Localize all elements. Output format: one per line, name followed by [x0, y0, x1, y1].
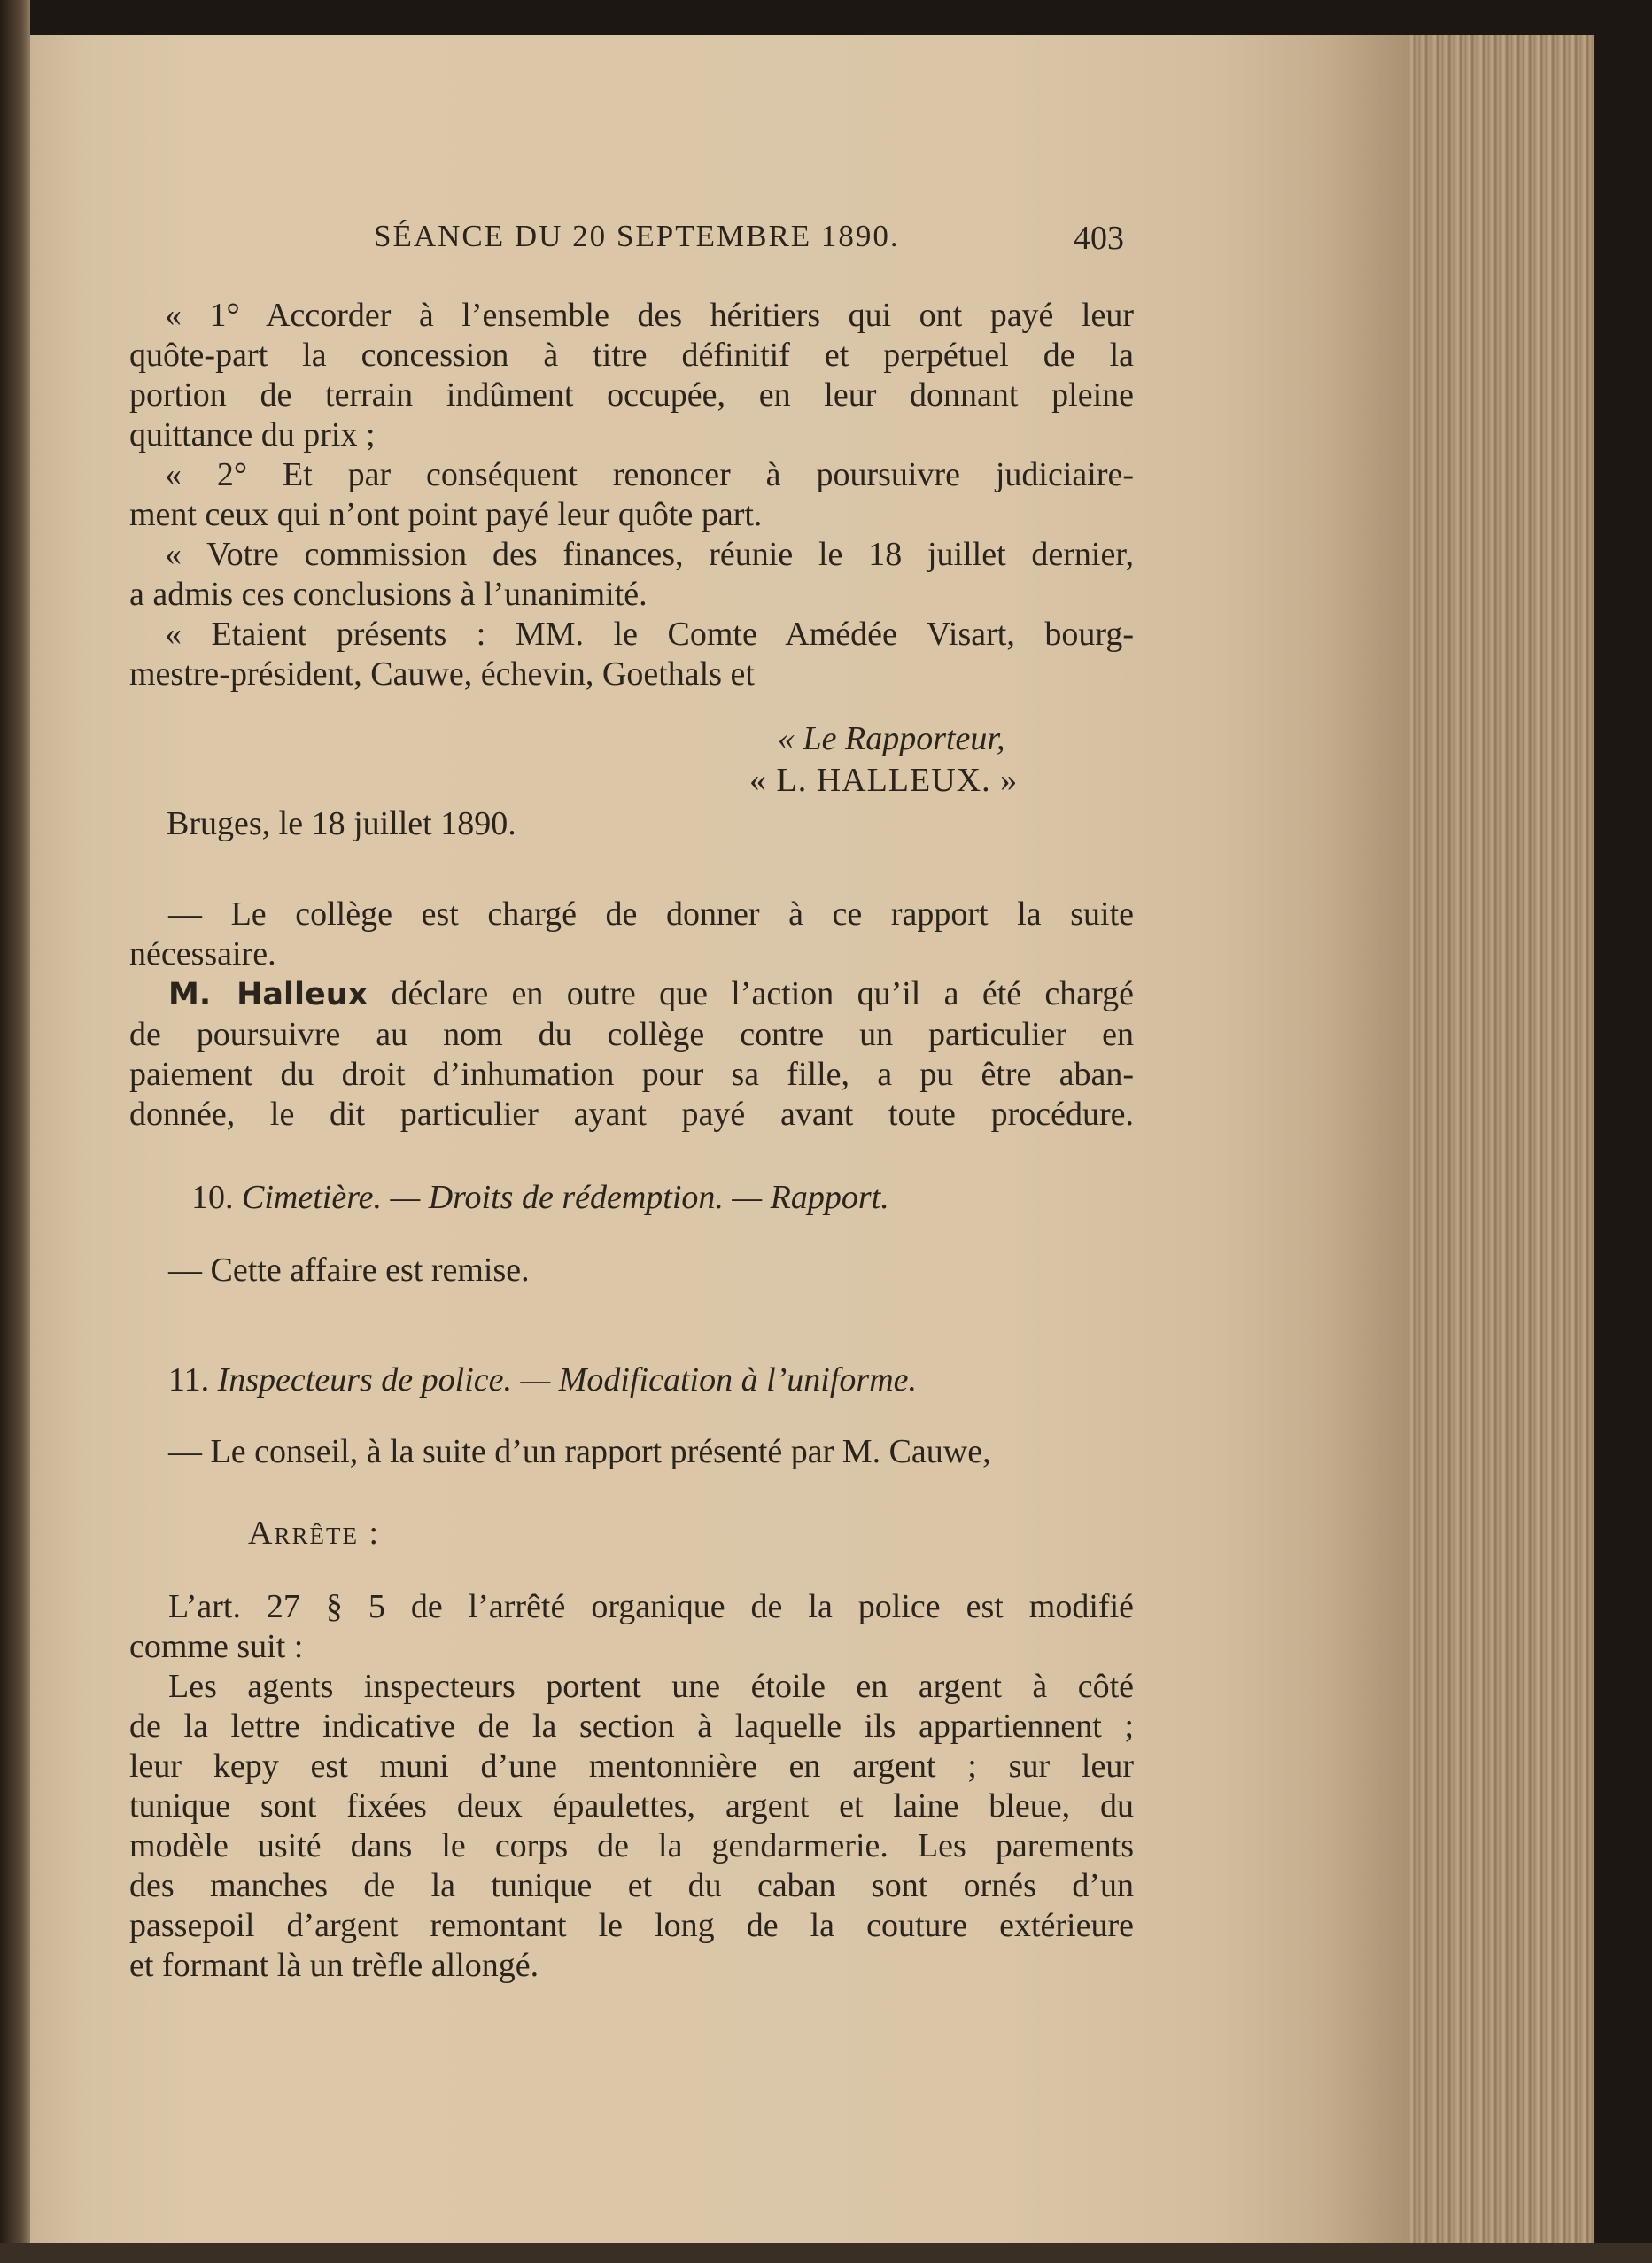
- item-number: 11.: [168, 1361, 210, 1399]
- signature-role: « Le Rapporteur,: [778, 720, 1005, 757]
- item-11-heading: [168, 1360, 1143, 1400]
- page-number: 403: [1074, 220, 1124, 257]
- text-line: et formant là un trèfle allongé.: [129, 1947, 539, 1984]
- book-cover: [0, 2243, 1652, 2263]
- text-line: quôte-part la concession à titre définitif et perpétuel de la: [129, 337, 1134, 374]
- text-line: « Etaient présents : MM. le Comte Amédée Visart, bourg-: [165, 616, 1134, 653]
- paragraph-halleux: M. Halleux déclare en outre que l’action qu’il a été chargé de poursuivre au nom du collège contre un particulier en paiement du droit d’inhumation pour sa fille, a pu être aban- donnée, le dit particulier ayant payé avant toute procédure.: [129, 975, 1134, 1133]
- text-line: quittance du prix ;: [129, 416, 376, 453]
- paragraph-accorder: [129, 296, 1134, 455]
- text-line: a admis ces conclusions à l’unanimité.: [129, 576, 648, 613]
- text-line: Les agents inspecteurs portent une étoile en argent à côté: [168, 1668, 1134, 1705]
- item-10-decision: — Cette affaire est remise.: [168, 1252, 530, 1289]
- text-line: mestre-président, Cauwe, échevin, Goethals et: [129, 655, 755, 693]
- text-line: des manches de la tunique et du caban sont ornés d’un: [129, 1867, 1134, 1904]
- item-title: Cimetière. — Droits de rédemption. — Rapport.: [242, 1179, 889, 1216]
- text-line: « 2° Et par conséquent renoncer à poursuivre judiciaire-: [165, 456, 1134, 493]
- text-line: comme suit :: [129, 1628, 304, 1665]
- item-11-decision: — Le conseil, à la suite d’un rapport présenté par M. Cauwe,: [168, 1433, 991, 1470]
- text-line: passepoil d’argent remontant le long de la couture extérieure: [129, 1907, 1134, 1944]
- text-line: ment ceux qui n’ont point payé leur quôte part.: [129, 496, 763, 533]
- speaker-name: M. Halleux: [168, 977, 368, 1012]
- item-number: 10.: [191, 1179, 234, 1216]
- text-line: L’art. 27 § 5 de l’arrêté organique de la police est modifié: [168, 1588, 1134, 1625]
- text-line: de poursuivre au nom du collège contre un particulier en: [129, 1016, 1134, 1053]
- text-line: « 1° Accorder à l’ensemble des héritiers qui ont payé leur: [165, 297, 1134, 334]
- text-line: paiement du droit d’inhumation pour sa fille, a pu être aban-: [129, 1056, 1134, 1093]
- text-line: — Le collège est chargé de donner à ce rapport la suite: [168, 895, 1134, 933]
- book-spine: [0, 0, 30, 2263]
- place-date: Bruges, le 18 juillet 1890.: [167, 805, 516, 842]
- running-header: SÉANCE DU 20 SEPTEMBRE 1890.: [374, 219, 900, 253]
- signature-name: « L. HALLEUX. »: [749, 762, 1019, 799]
- text-line: leur kepy est muni d’une mentonnière en argent ; sur leur: [129, 1748, 1134, 1785]
- paragraph-article: [129, 1587, 1134, 1667]
- text-line: tunique sont fixées deux épaulettes, argent et laine bleue, du: [129, 1787, 1134, 1825]
- text-line: modèle usité dans le corps de la gendarmerie. Les parements: [129, 1827, 1134, 1864]
- text-line: de la lettre indicative de la section à laquelle ils appartiennent ;: [129, 1708, 1134, 1745]
- paragraph-college: [129, 895, 1134, 974]
- text-line: donnée, le dit particulier ayant payé avant toute procédure.: [129, 1096, 1134, 1133]
- text-line: « Votre commission des finances, réunie le 18 juillet dernier,: [165, 536, 1134, 573]
- text-line: nécessaire.: [129, 935, 276, 973]
- item-10-heading: [191, 1178, 1077, 1218]
- text-line: portion de terrain indûment occupée, en leur donnant pleine: [129, 376, 1134, 414]
- page-edges: [1408, 35, 1594, 2254]
- paragraph-commission: [129, 535, 1134, 615]
- paragraph-uniform: [129, 1667, 1134, 1986]
- arrete-heading: Arrête :: [248, 1515, 380, 1552]
- paragraph-presents: [129, 615, 1134, 694]
- item-title: Inspecteurs de police. — Modification à l’uniforme.: [217, 1361, 918, 1399]
- paragraph-renoncer: [129, 455, 1134, 535]
